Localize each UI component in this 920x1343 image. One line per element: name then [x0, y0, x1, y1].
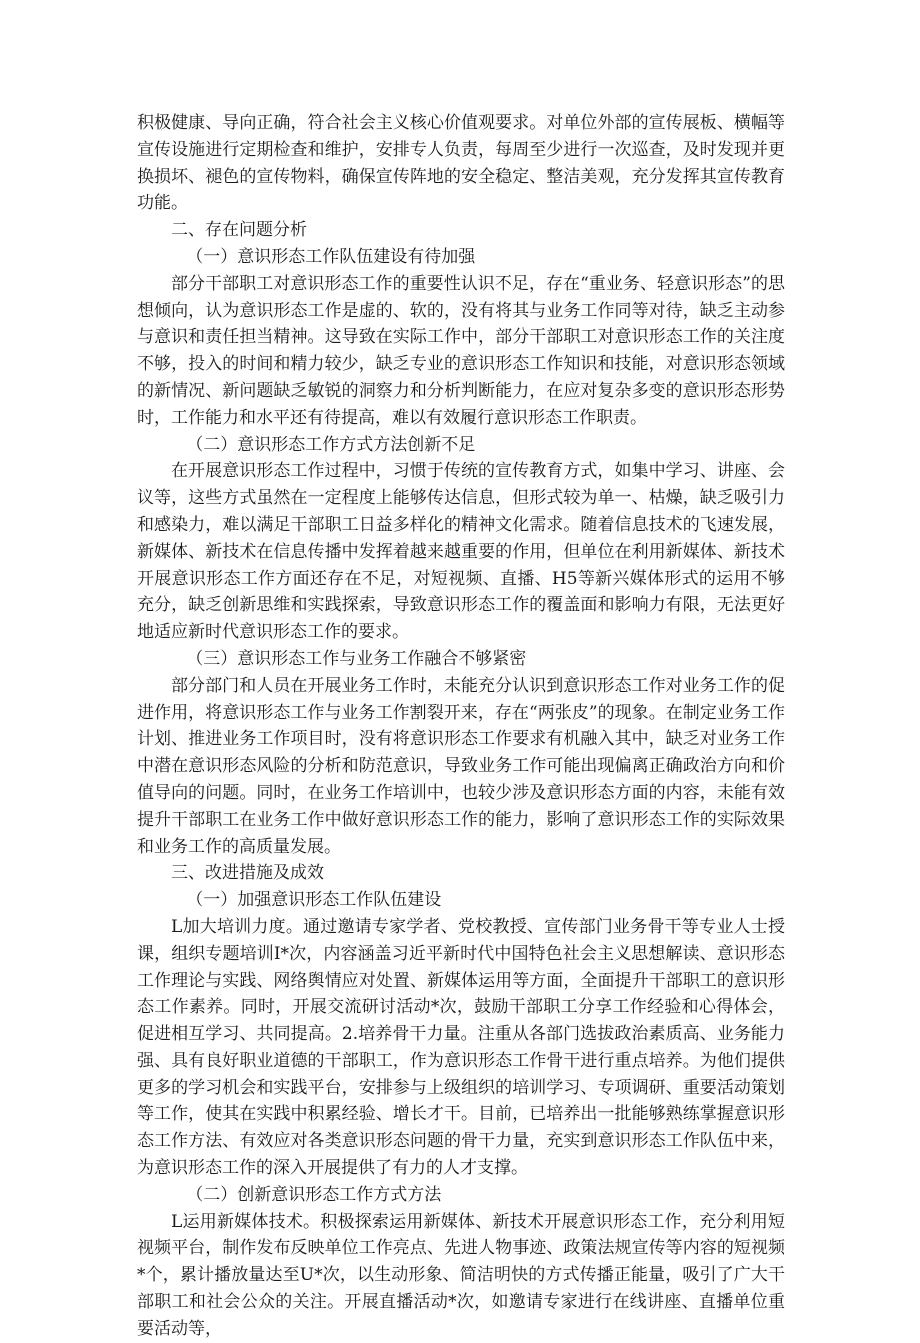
subheading-innovate-methods: （二）创新意识形态工作方式方法 [186, 1184, 442, 1205]
paragraph-continued: 积极健康、导向正确，符合社会主义核心价值观要求。对单位外部的宣传展板、横幅等宣传设施进行定期检查和维护，安排专人负责，每周至少进行一次巡查，及时发现并更换损坏、褪色的宣传物料，确保宣传阵地的安全稳定、整洁美观，充分发挥其宣传教育功能。 [137, 113, 785, 214]
paragraph-integration-issue: 部分部门和人员在开展业务工作时，未能充分认识到意识形态工作对业务工作的促进作用，将意识形态工作与业务工作割裂开来，存在“两张皮”的现象。在制定业务工作计划、推进业务工作项目时，没有将意识形态工作要求有机融入其中，缺乏对业务工作中潜在意识形态风险的分析和防范意识，导致业务工作可能出现偏离正确政治方向和价值导向的问题。同时，在业务工作培训中，也较少涉及意识形态方面的内容，未能有效提升干部职工在业务工作中做好意识形态工作的能力，影响了意识形态工作的实际效果和业务工作的高质量发展。 [137, 675, 785, 857]
paragraph-team-building-issue: 部分干部职工对意识形态工作的重要性认识不足，存在“重业务、轻意识形态”的思想倾向，认为意识形态工作是虚的、软的，没有将其与业务工作同等对待，缺乏主动参与意识和责任担当精神。这导致在实际工作中，部分干部职工对意识形态工作的关注度不够，投入的时间和精力较少，缺乏专业的意识形态工作知识和技能，对意识形态领域的新情况、新问题缺乏敏锐的洞察力和分析判断能力，在应对复杂多变的意识形态形势时，工作能力和水平还有待提高，难以有效履行意识形态工作职责。 [137, 273, 785, 428]
subheading-team-building-needs: （一）意识形态工作队伍建设有待加强 [186, 246, 476, 267]
section-heading-measures: 三、改进措施及成效 [171, 863, 324, 884]
paragraph-strengthen-team: L加大培训力度。通过邀请专家学者、党校教授、宣传部门业务骨干等专业人士授课，组织专题培训I*次，内容涵盖习近平新时代中国特色社会主义思想解读、意识形态工作理论与实践、网络舆情应对处置、新媒体运用等方面，全面提升干部职工的意识形态工作素养。同时，开展交流研讨活动*次，鼓励干部职工分享工作经验和心得体会，促进相互学习、共同提高。2.培养骨干力量。注重从各部门选拔政治素质高、业务能力强、具有良好职业道德的干部职工，作为意识形态工作骨干进行重点培养。为他们提供更多的学习机会和实践平台，安排参与上级组织的培训学习、专项调研、重要活动策划等工作，使其在实践中积累经验、增长才干。目前，已培养出一批能够熟练掌握意识形态工作方法、有效应对各类意识形态问题的骨干力量，充实到意识形态工作队伍中来，为意识形态工作的深入开展提供了有力的人才支撑。 [137, 916, 785, 1179]
subheading-method-innovation: （二）意识形态工作方式方法创新不足 [186, 434, 476, 455]
paragraph-method-innovation-issue: 在开展意识形态工作过程中，习惯于传统的宣传教育方式，如集中学习、讲座、会议等，这些方式虽然在一定程度上能够传达信息，但形式较为单一、枯燥，缺乏吸引力和感染力，难以满足干部职工日益多样化的精神文化需求。随着信息技术的飞速发展，新媒体、新技术在信息传播中发挥着越来越重要的作用，但单位在利用新媒体、新技术开展意识形态工作方面还存在不足，对短视频、直播、H5等新兴媒体形式的运用不够充分，缺乏创新思维和实践探索，导致意识形态工作的覆盖面和影响力有限，无法更好地适应新时代意识形态工作的要求。 [137, 461, 785, 643]
subheading-integration: （三）意识形态工作与业务工作融合不够紧密 [186, 648, 527, 669]
document-page [137, 110, 785, 1343]
paragraph-innovate-methods: L运用新媒体技术。积极探索运用新媒体、新技术开展意识形态工作，充分利用短视频平台，制作发布反映单位工作亮点、先进人物事迹、政策法规宣传等内容的短视频*个，累计播放量达至U*次，以生动形象、简洁明快的方式传播正能量，吸引了广大干部职工和社会公众的关注。开展直播活动*次，如邀请专家进行在线讲座、直播单位重要活动等， [137, 1211, 785, 1339]
section-heading-problems: 二、存在问题分析 [171, 220, 307, 241]
subheading-strengthen-team: （一）加强意识形态工作队伍建设 [186, 890, 442, 911]
